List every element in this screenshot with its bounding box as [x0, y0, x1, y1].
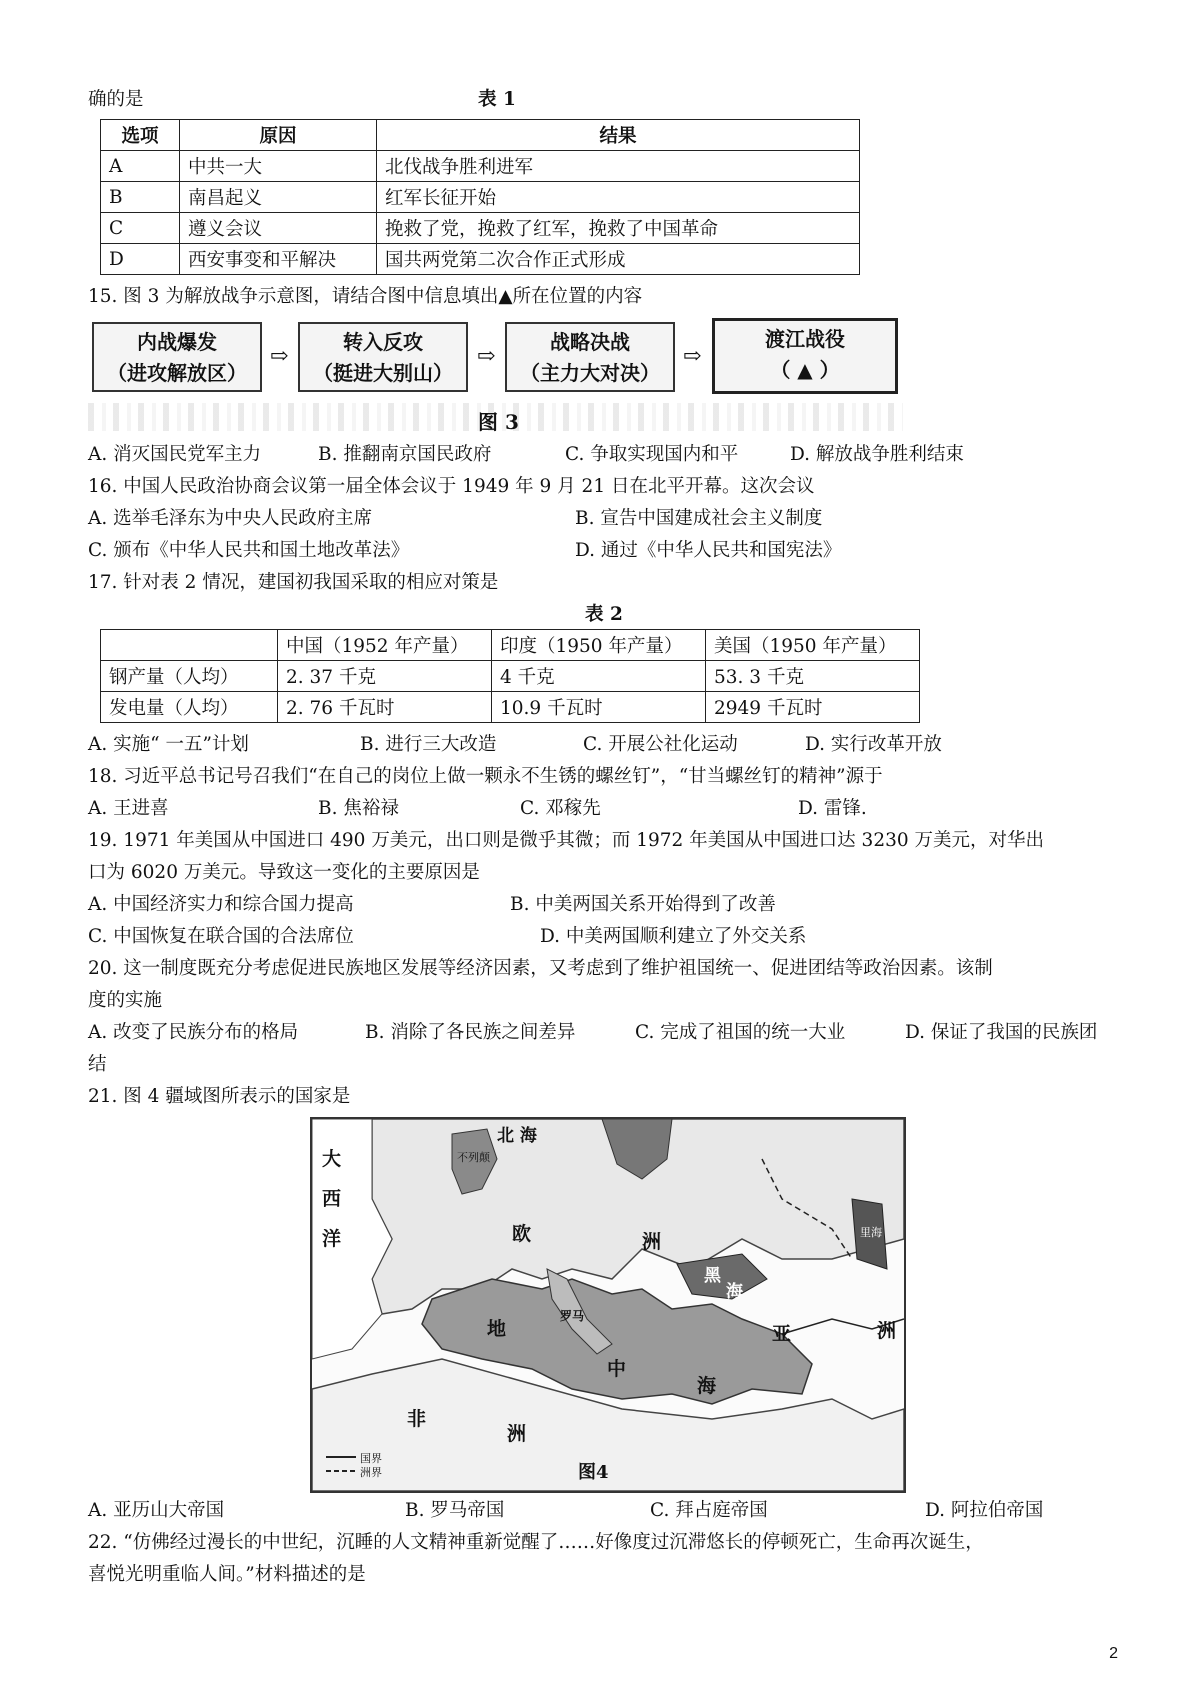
- table-cell: 印度（1950 年产量）: [492, 630, 706, 661]
- question-17-stem: 17. 针对表 2 情况，建国初我国采取的相应对策是: [88, 572, 499, 593]
- figure-4-map: [310, 1117, 906, 1493]
- option-c[interactable]: C. 争取实现国内和平: [565, 444, 739, 465]
- table1-caption: 表 1: [478, 89, 516, 110]
- map-label: 洲: [507, 1423, 527, 1445]
- question-21-stem: 21. 图 4 疆域图所表示的国家是: [88, 1086, 351, 1107]
- option-d[interactable]: D. 通过《中华人民共和国宪法》: [575, 540, 842, 561]
- table-cell: 钢产量（人均）: [101, 661, 278, 692]
- option-b[interactable]: B. 中美两国关系开始得到了改善: [510, 894, 776, 915]
- table-cell: B: [101, 182, 180, 213]
- map-label: 罗马: [560, 1309, 585, 1323]
- table-cell: 2. 37 千克: [278, 661, 492, 692]
- arrow-right-icon: ⇨: [270, 344, 289, 369]
- table-row: [101, 692, 920, 723]
- map-label: 大: [322, 1148, 342, 1170]
- option-b[interactable]: B. 罗马帝国: [405, 1500, 505, 1521]
- option-d[interactable]: D. 解放战争胜利结束: [790, 444, 964, 465]
- option-c[interactable]: C. 邓稼先: [520, 798, 601, 819]
- map-label: 里海: [860, 1226, 882, 1239]
- table-cell: A: [101, 151, 180, 182]
- table-row: [101, 661, 920, 692]
- table-header-cell: 选项: [101, 120, 180, 151]
- map-label: 西: [322, 1188, 342, 1210]
- question-19-stem-cont: 口为 6020 万美元。导致这一变化的主要原因是: [88, 862, 480, 883]
- legend-label: 洲界: [360, 1466, 382, 1479]
- map-label: 中: [607, 1358, 627, 1380]
- figure-4-caption: 图4: [578, 1462, 609, 1483]
- flow-box-subtitle: （进攻解放区）: [107, 361, 247, 385]
- table1: [100, 119, 860, 275]
- table-row: [101, 244, 860, 275]
- option-a[interactable]: A. 中国经济实力和综合国力提高: [88, 894, 354, 915]
- table2-caption: 表 2: [585, 604, 623, 625]
- map-label: 地: [487, 1318, 507, 1340]
- arrow-right-icon: ⇨: [683, 344, 702, 369]
- map-label: 黑: [704, 1266, 721, 1286]
- table-cell: 中国（1952 年产量）: [278, 630, 492, 661]
- option-b[interactable]: B. 进行三大改造: [360, 734, 497, 755]
- table-cell: 南昌起义: [180, 182, 377, 213]
- table-row: [101, 151, 860, 182]
- question-16-stem: 16. 中国人民政治协商会议第一届全体会议于 1949 年 9 月 21 日在北平开幕。这次会议: [88, 476, 815, 497]
- table-cell: 4 千克: [492, 661, 706, 692]
- flow-box-counteroffensive: [298, 322, 468, 392]
- table-cell: 10.9 千瓦时: [492, 692, 706, 723]
- map-label: 洋: [322, 1228, 342, 1250]
- option-c[interactable]: C. 拜占庭帝国: [650, 1500, 768, 1521]
- flow-box-subtitle: （ ▲ ）: [770, 358, 840, 382]
- table-cell: [101, 630, 278, 661]
- option-d[interactable]: D. 中美两国顺利建立了外交关系: [540, 926, 807, 947]
- table-cell: 发电量（人均）: [101, 692, 278, 723]
- table-row: [101, 213, 860, 244]
- table-cell: 西安事变和平解决: [180, 244, 377, 275]
- question-20-stem-cont: 度的实施: [88, 990, 163, 1011]
- question-19-stem: 19. 1971 年美国从中国进口 490 万美元，出口则是微乎其微；而 1972 年美国从中国进口达 3230 万美元，对华出: [88, 830, 1045, 851]
- flow-box-decisive-battle: [505, 322, 675, 392]
- legend-label: 国界: [360, 1452, 382, 1465]
- option-d[interactable]: D. 保证了我国的民族团: [905, 1022, 1098, 1043]
- figure-3-flowchart: [92, 322, 902, 402]
- map-label: 海: [697, 1375, 717, 1397]
- option-b[interactable]: B. 推翻南京国民政府: [318, 444, 492, 465]
- flow-box-civil-war: [92, 322, 262, 392]
- option-b[interactable]: B. 宣告中国建成社会主义制度: [575, 508, 823, 529]
- option-b[interactable]: B. 消除了各民族之间差异: [365, 1022, 576, 1043]
- question-intro-tail: 确的是: [88, 89, 144, 110]
- table-row: [101, 182, 860, 213]
- empire-map-svg: [312, 1119, 904, 1491]
- option-c[interactable]: C. 开展公社化运动: [583, 734, 738, 755]
- table-header-row: [101, 630, 920, 661]
- table-header-row: [101, 120, 860, 151]
- table2: [100, 629, 920, 723]
- flow-box-yangtze-crossing: [712, 318, 898, 394]
- table-cell: 北伐战争胜利进军: [377, 151, 860, 182]
- flow-box-title: 转入反攻: [343, 330, 423, 354]
- table-cell: D: [101, 244, 180, 275]
- map-label: 北 海: [497, 1126, 537, 1146]
- table-cell: 2949 千瓦时: [706, 692, 920, 723]
- option-d-wrap: 结: [88, 1054, 107, 1075]
- option-c[interactable]: C. 颁布《中华人民共和国土地改革法》: [88, 540, 410, 561]
- table-cell: C: [101, 213, 180, 244]
- map-label: 欧: [512, 1223, 532, 1245]
- question-20-stem: 20. 这一制度既充分考虑促进民族地区发展等经济因素，又考虑到了维护祖国统一、促进团结等政治因素。该制: [88, 958, 993, 979]
- table-cell: 2. 76 千瓦时: [278, 692, 492, 723]
- option-a[interactable]: A. 实施“ 一五”计划: [88, 734, 249, 755]
- question-15-stem: 15. 图 3 为解放战争示意图，请结合图中信息填出▲所在位置的内容: [88, 286, 643, 307]
- question-22-stem: 22. “仿佛经过漫长的中世纪，沉睡的人文精神重新觉醒了……好像度过沉滞悠长的停顿死亡，生命再次诞生，: [88, 1532, 984, 1553]
- flow-box-title: 内战爆发: [137, 330, 217, 354]
- option-a[interactable]: A. 选举毛泽东为中央人民政府主席: [88, 508, 373, 529]
- table-header-cell: 结果: [377, 120, 860, 151]
- flow-box-subtitle: （挺进大别山）: [313, 361, 453, 385]
- table-header-cell: 原因: [180, 120, 377, 151]
- map-label: 洲: [642, 1231, 662, 1253]
- flow-box-title: 渡江战役: [765, 327, 845, 351]
- map-label: 不列颠: [457, 1151, 490, 1164]
- page-number: 2: [1109, 1645, 1118, 1662]
- table-cell: 红军长征开始: [377, 182, 860, 213]
- table-cell: 挽救了党，挽救了红军，挽救了中国革命: [377, 213, 860, 244]
- option-a[interactable]: A. 王进喜: [88, 798, 169, 819]
- option-d[interactable]: D. 实行改革开放: [805, 734, 942, 755]
- question-22-stem-cont: 喜悦光明重临人间。”材料描述的是: [88, 1564, 366, 1585]
- question-18-stem: 18. 习近平总书记号召我们“在自己的岗位上做一颗永不生锈的螺丝钉”，“甘当螺丝钉的精神”源于: [88, 766, 883, 787]
- map-label: 洲: [877, 1320, 897, 1342]
- option-c[interactable]: C. 完成了祖国的统一大业: [635, 1022, 846, 1043]
- map-label: 亚: [772, 1323, 792, 1345]
- table-cell: 美国（1950 年产量）: [706, 630, 920, 661]
- table-cell: 中共一大: [180, 151, 377, 182]
- arrow-right-icon: ⇨: [477, 344, 496, 369]
- option-b[interactable]: B. 焦裕禄: [318, 798, 399, 819]
- figure-3-caption: 图 3: [478, 410, 519, 434]
- option-a[interactable]: A. 改变了民族分布的格局: [88, 1022, 299, 1043]
- flow-box-title: 战略决战: [550, 330, 630, 354]
- table-cell: 遵义会议: [180, 213, 377, 244]
- flow-box-subtitle: （主力大对决）: [520, 361, 660, 385]
- map-label: 非: [407, 1408, 427, 1430]
- option-a[interactable]: A. 亚历山大帝国: [88, 1500, 225, 1521]
- table-cell: 国共两党第二次合作正式形成: [377, 244, 860, 275]
- table-cell: 53. 3 千克: [706, 661, 920, 692]
- option-d[interactable]: D. 阿拉伯帝国: [925, 1500, 1044, 1521]
- option-c[interactable]: C. 中国恢复在联合国的合法席位: [88, 926, 354, 947]
- option-a[interactable]: A. 消灭国民党军主力: [88, 444, 262, 465]
- map-label: 海: [726, 1282, 743, 1302]
- option-d[interactable]: D. 雷锋.: [798, 798, 867, 819]
